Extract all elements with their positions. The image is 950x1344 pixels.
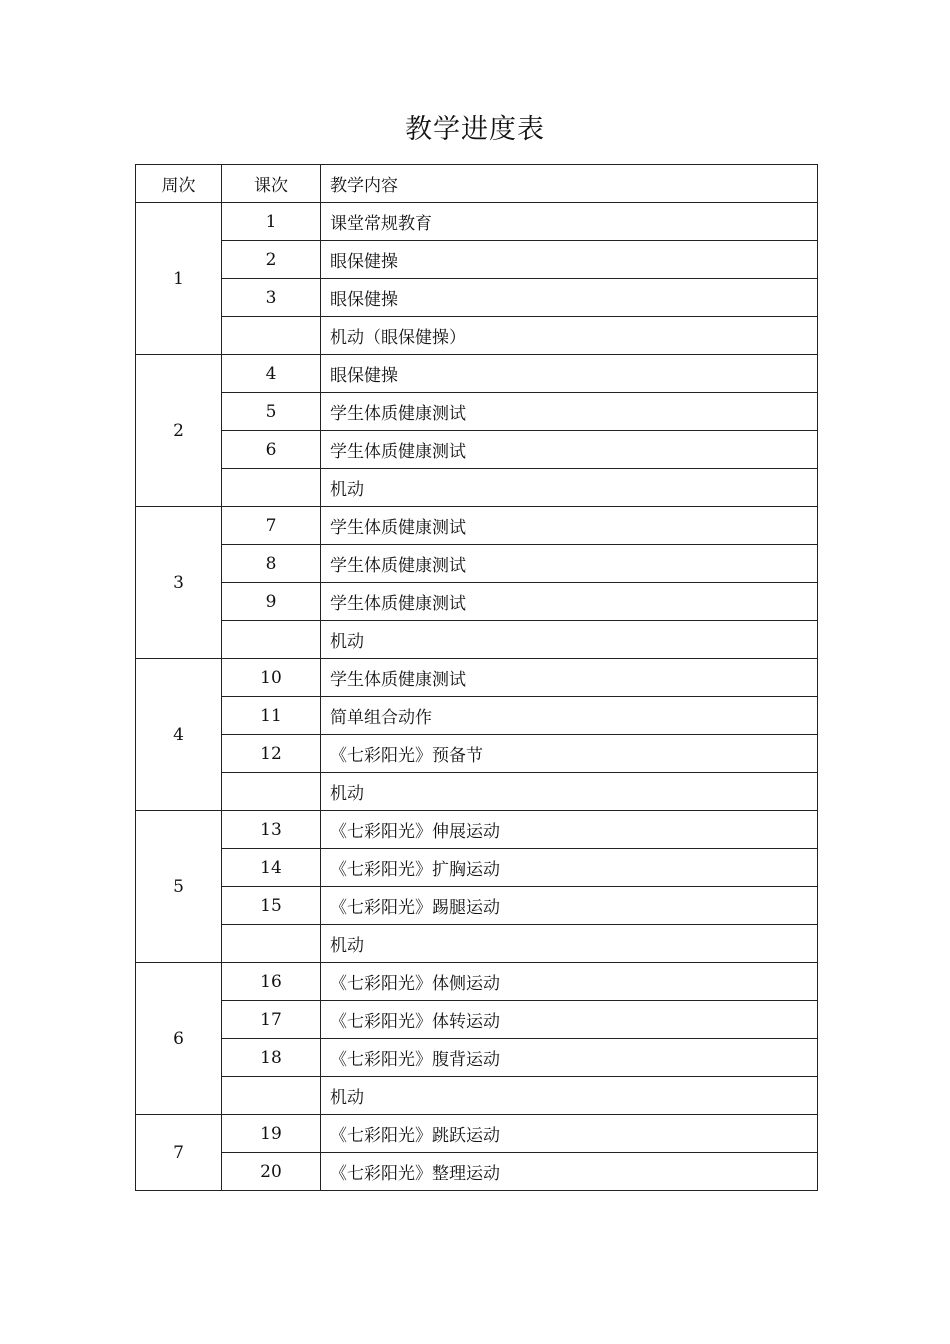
lesson-cell: 10	[222, 659, 321, 697]
lesson-cell	[222, 469, 321, 507]
header-lesson: 课次	[222, 165, 321, 203]
header-row	[136, 165, 818, 203]
content-cell: 眼保健操	[321, 241, 818, 279]
table-row	[136, 1077, 818, 1115]
lesson-cell	[222, 317, 321, 355]
content-cell: 机动（眼保健操）	[321, 317, 818, 355]
content-cell: 机动	[321, 925, 818, 963]
page-title: 教学进度表	[405, 114, 545, 145]
table-row	[136, 849, 818, 887]
content-cell: 机动	[321, 1077, 818, 1115]
week-cell: 4	[136, 659, 222, 811]
lesson-cell: 8	[222, 545, 321, 583]
content-cell: 学生体质健康测试	[321, 507, 818, 545]
header-week: 周次	[136, 165, 222, 203]
lesson-cell: 5	[222, 393, 321, 431]
lesson-cell: 19	[222, 1115, 321, 1153]
lesson-cell: 18	[222, 1039, 321, 1077]
table-row	[136, 887, 818, 925]
table-row	[136, 1039, 818, 1077]
content-cell: 机动	[321, 469, 818, 507]
header-content: 教学内容	[321, 165, 818, 203]
lesson-cell: 13	[222, 811, 321, 849]
table-row	[136, 1001, 818, 1039]
week-cell: 7	[136, 1115, 222, 1191]
schedule-table	[135, 164, 818, 1191]
table-row	[136, 431, 818, 469]
table-row	[136, 203, 818, 241]
table-row	[136, 735, 818, 773]
content-cell: 《七彩阳光》体侧运动	[321, 963, 818, 1001]
content-cell: 《七彩阳光》踢腿运动	[321, 887, 818, 925]
content-cell: 学生体质健康测试	[321, 583, 818, 621]
content-cell: 简单组合动作	[321, 697, 818, 735]
content-cell: 机动	[321, 773, 818, 811]
week-cell: 6	[136, 963, 222, 1115]
table-row	[136, 583, 818, 621]
content-cell: 《七彩阳光》腹背运动	[321, 1039, 818, 1077]
table-row	[136, 697, 818, 735]
content-cell: 《七彩阳光》扩胸运动	[321, 849, 818, 887]
lesson-cell	[222, 621, 321, 659]
schedule-body	[136, 203, 818, 1191]
table-row	[136, 621, 818, 659]
lesson-cell: 15	[222, 887, 321, 925]
content-cell: 《七彩阳光》伸展运动	[321, 811, 818, 849]
content-cell: 眼保健操	[321, 279, 818, 317]
table-row	[136, 925, 818, 963]
table-row	[136, 469, 818, 507]
lesson-cell	[222, 925, 321, 963]
lesson-cell	[222, 1077, 321, 1115]
week-cell: 3	[136, 507, 222, 659]
table-row	[136, 963, 818, 1001]
table-row	[136, 279, 818, 317]
table-row	[136, 355, 818, 393]
table-row	[136, 241, 818, 279]
lesson-cell: 17	[222, 1001, 321, 1039]
content-cell: 机动	[321, 621, 818, 659]
lesson-cell	[222, 773, 321, 811]
content-cell: 学生体质健康测试	[321, 431, 818, 469]
lesson-cell: 14	[222, 849, 321, 887]
table-row	[136, 393, 818, 431]
week-cell: 5	[136, 811, 222, 963]
lesson-cell: 20	[222, 1153, 321, 1191]
table-row	[136, 1115, 818, 1153]
content-cell: 学生体质健康测试	[321, 659, 818, 697]
table-row	[136, 317, 818, 355]
table-row	[136, 545, 818, 583]
table-row	[136, 1153, 818, 1191]
lesson-cell: 16	[222, 963, 321, 1001]
content-cell: 学生体质健康测试	[321, 545, 818, 583]
lesson-cell: 12	[222, 735, 321, 773]
table-row	[136, 659, 818, 697]
week-cell: 2	[136, 355, 222, 507]
lesson-cell: 6	[222, 431, 321, 469]
table-row	[136, 507, 818, 545]
content-cell: 《七彩阳光》体转运动	[321, 1001, 818, 1039]
lesson-cell: 9	[222, 583, 321, 621]
lesson-cell: 2	[222, 241, 321, 279]
content-cell: 眼保健操	[321, 355, 818, 393]
lesson-cell: 4	[222, 355, 321, 393]
lesson-cell: 11	[222, 697, 321, 735]
table-row	[136, 773, 818, 811]
table-row	[136, 811, 818, 849]
content-cell: 《七彩阳光》跳跃运动	[321, 1115, 818, 1153]
lesson-cell: 7	[222, 507, 321, 545]
content-cell: 学生体质健康测试	[321, 393, 818, 431]
lesson-cell: 3	[222, 279, 321, 317]
lesson-cell: 1	[222, 203, 321, 241]
content-cell: 《七彩阳光》整理运动	[321, 1153, 818, 1191]
content-cell: 课堂常规教育	[321, 203, 818, 241]
content-cell: 《七彩阳光》预备节	[321, 735, 818, 773]
week-cell: 1	[136, 203, 222, 355]
